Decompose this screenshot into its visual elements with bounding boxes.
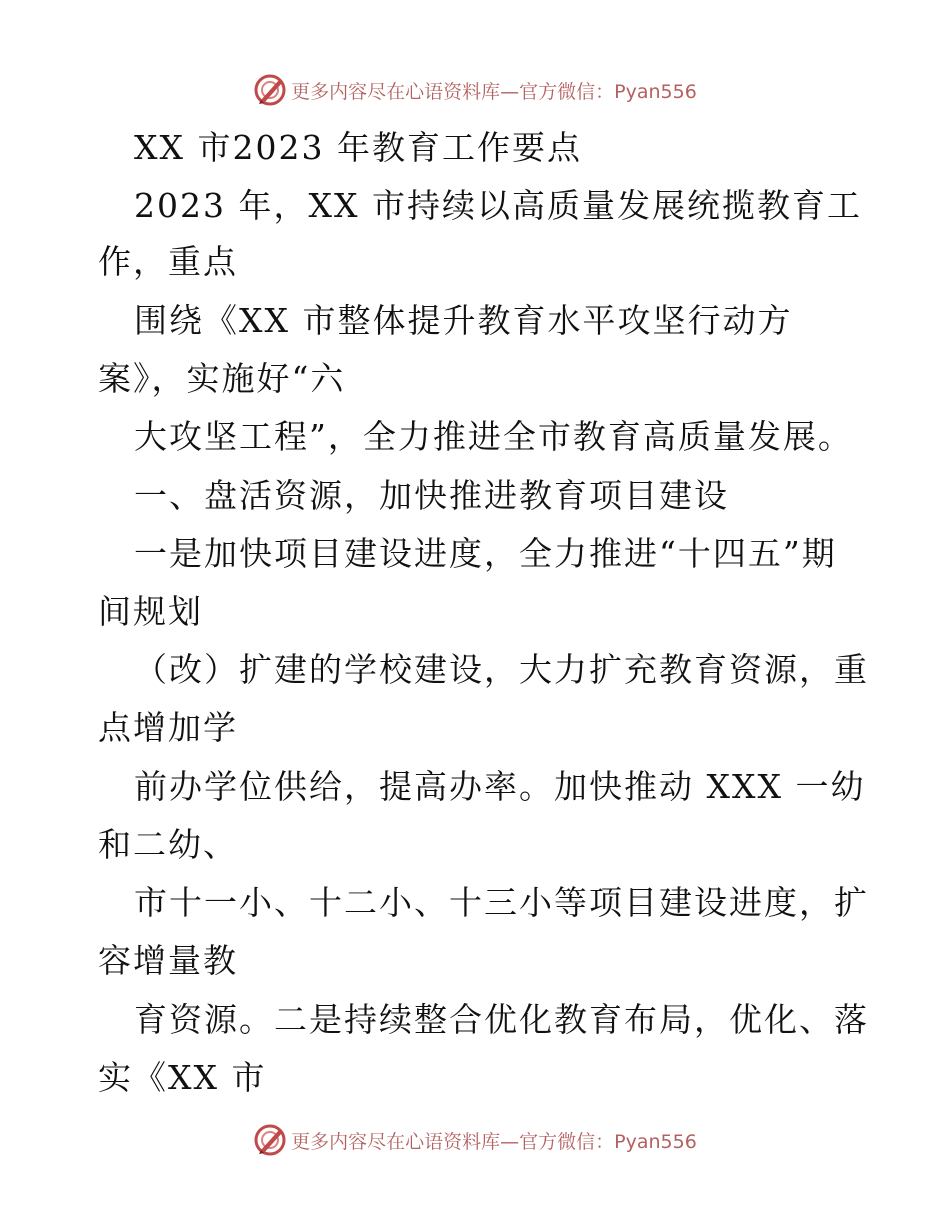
paragraph-line: 2023 年，XX 市持续以高质量发展统揽教育工 xyxy=(134,186,862,225)
paragraph-line: （改）扩建的学校建设，大力扩充教育资源，重 xyxy=(134,650,869,689)
paragraph-line: 容增量教 xyxy=(98,941,238,980)
paragraph-line: 一是加快项目建设进度，全力推进“十四五”期 xyxy=(134,534,837,573)
watermark-text: 更多内容尽在心语资料库—官方微信：Pyan556 xyxy=(291,80,697,103)
pen-logo-icon xyxy=(253,1123,287,1157)
paragraph-line: 点增加学 xyxy=(98,708,238,747)
paragraph-line: 和二幼、 xyxy=(98,825,238,864)
watermark-text: 更多内容尽在心语资料库—官方微信：Pyan556 xyxy=(291,1130,697,1153)
paragraph-line: 前办学位供给，提高办率。加快推动 XXX 一幼 xyxy=(134,767,866,806)
paragraph-line: 围绕《XX 市整体提升教育水平攻坚行动方 xyxy=(134,301,793,340)
section-heading: 一、盘活资源，加快推进教育项目建设 xyxy=(134,476,729,515)
paragraph-line: 案》，实施好“六 xyxy=(98,359,346,398)
footer-watermark-banner xyxy=(0,1120,950,1160)
paragraph-line: 作，重点 xyxy=(98,242,238,281)
document-title: XX 市2023 年教育工作要点 xyxy=(134,128,582,167)
paragraph-line: 间规划 xyxy=(98,592,203,631)
paragraph-line: 市十一小、十二小、十三小等项目建设进度，扩 xyxy=(134,883,869,922)
paragraph-line: 大攻坚工程”，全力推进全市教育高质量发展。 xyxy=(134,417,853,456)
paragraph-line: 育资源。二是持续整合优化教育布局，优化、落 xyxy=(134,1000,869,1039)
paragraph-line: 实《XX 市 xyxy=(98,1058,267,1097)
